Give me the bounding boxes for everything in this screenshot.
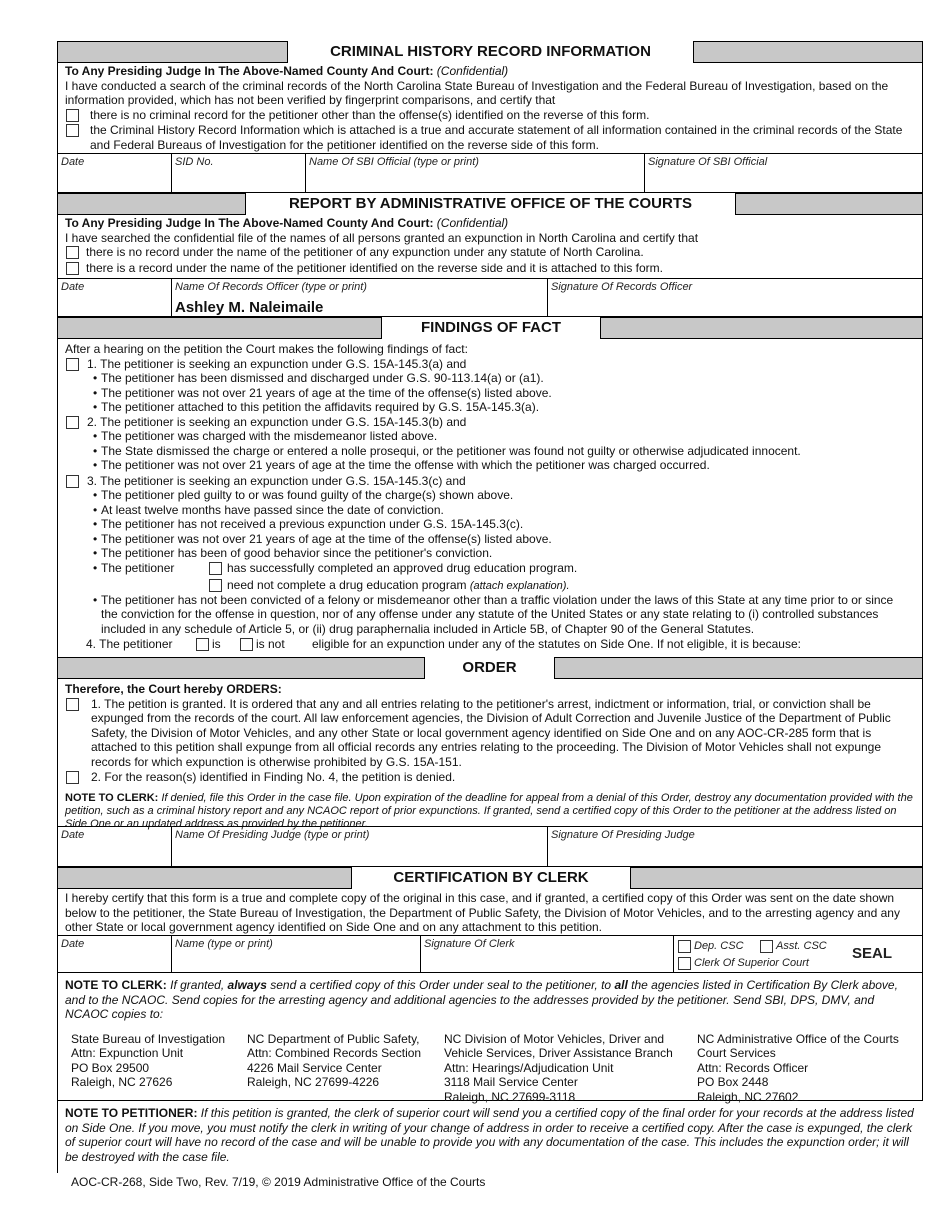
drug-education-row [65, 561, 915, 577]
bullet: • The petitioner was not over 21 years of age at the time of the offense(s) listed above. [65, 386, 915, 401]
address-line: PO Box 29500 [71, 1060, 150, 1075]
date-field[interactable]: Date [58, 936, 172, 972]
dep-csc-label: Dep. CSC [694, 940, 744, 952]
certification-header [57, 867, 923, 889]
address-line: 3118 Mail Service Center [444, 1075, 578, 1089]
field-label: Name Of Records Officer (type or print) [175, 281, 367, 293]
finding-1-checkbox[interactable] [66, 358, 79, 371]
bullet: • The petitioner was not over 21 years of age at the time of the offense(s) listed above. [65, 532, 915, 547]
intro-bold: To Any Presiding Judge In The Above-Named County And Court: [65, 64, 434, 78]
form [57, 41, 923, 1173]
option-text: there is no record under the name of the petitioner of any expunction under any statute of North Carolina. [86, 245, 644, 259]
address-line: NC Department of Public Safety, [247, 1031, 420, 1046]
has-expunction-checkbox[interactable] [66, 262, 79, 275]
no-record-checkbox[interactable] [66, 109, 79, 122]
address-line: Raleigh, NC 27699-4226 [247, 1075, 380, 1089]
dep-csc-checkbox[interactable] [678, 940, 691, 953]
address-line: Attn: Hearings/Adjudication Unit [444, 1060, 614, 1075]
eligible-is-not-checkbox[interactable] [240, 638, 253, 651]
order-granted-text: 1. The petition is granted. It is ordered that any and all entries relating to the petitioner's arrest, indictment or information, trial, or conviction shall be expunged from the records of the court. All law enforcement agencies, the Division of Adult Correction and Juvenile Justice of the Department of Public Safety, the Division of Motor Vehicles, and any other State or local government agency identified on Side One and on any AOC-CR-285 form that is attached to this petition shall expunge from all official records any entries relating to the proceeding. The Division of Motor Vehicles shall not expunge records for which expunction is otherwise prohibited by G.S. 15A-151. [91, 696, 891, 769]
seal-label: SEAL [852, 945, 893, 962]
aoc-report-header [57, 193, 923, 215]
certification-title: CERTIFICATION BY CLERK [351, 867, 631, 889]
date-field[interactable]: Date [58, 279, 172, 316]
bullet: • The petitioner has not received a previous expunction under G.S. 15A-145.3(c). [65, 517, 915, 532]
form-footer: AOC-CR-268, Side Two, Rev. 7/19, © 2019 Administrative Office of the Courts [71, 1175, 486, 1189]
order-section [57, 679, 923, 830]
address-line: Vehicle Services, Driver Assistance Branch [444, 1046, 673, 1060]
address-line: Raleigh, NC 27699-3118 [444, 1089, 576, 1104]
note-label: NOTE TO CLERK: [65, 791, 159, 804]
sbi-official-field[interactable]: Name Of SBI Official (type or print) [306, 154, 645, 192]
address-line: PO Box 2448 [697, 1075, 769, 1089]
note-label: NOTE TO CLERK: [65, 978, 167, 992]
judge-signature-field[interactable]: Signature Of Presiding Judge [551, 829, 695, 841]
intro-italic: (Confidential) [436, 64, 509, 78]
criminal-history-section [57, 63, 923, 153]
dps-address [247, 1032, 444, 1105]
no-expunction-checkbox[interactable] [66, 246, 79, 259]
drug-not-required-checkbox[interactable] [209, 579, 222, 592]
drug-completed-text: has successfully completed an approved drug education program. [227, 560, 578, 575]
finding-2: 2. The petitioner is seeking an expunction under G.S. 15A-145.3(b) and [87, 414, 467, 429]
intro-bold: To Any Presiding Judge In The Above-Named County And Court: [65, 216, 434, 230]
intro-italic: (Confidential) [436, 216, 509, 230]
clerk-note-section [57, 973, 923, 1104]
records-officer-field[interactable] [172, 279, 548, 316]
finding-3: 3. The petitioner is seeking an expunction under G.S. 15A-145.3(c) and [87, 473, 466, 488]
order-header [57, 657, 923, 679]
records-officer-signature[interactable]: Signature Of Records Officer [551, 281, 693, 293]
asst-csc-label: Asst. CSC [776, 940, 827, 952]
asst-csc-checkbox[interactable] [760, 940, 773, 953]
address-line: NC Administrative Office of the Courts [697, 1031, 899, 1046]
note-text: If denied, file this Order in the case file. Upon expiration of the deadline for appeal from a denial of this Order, destroy any documentation provided with the petition, such as a criminal history report and any NCAOC report of prior expunctions. If granted, send a certified copy of this Order to the petitioner at the address listed on Side One or an updated address as provided by the petitioner. [65, 791, 913, 830]
finding-4-suffix: eligible for an expunction under any of the statutes on Side One. If not eligible, it is because: [312, 637, 801, 651]
sid-field[interactable]: SID No. [172, 154, 306, 192]
drug-not-required-text: need not complete a drug education program [227, 577, 467, 592]
criminal-history-title: CRIMINAL HISTORY RECORD INFORMATION [287, 41, 694, 63]
option-text: there is no criminal record for the petitioner other than the offense(s) identified on the reverse of this form. [90, 107, 650, 122]
finding-3-checkbox[interactable] [66, 475, 79, 488]
note-text: send a certified copy of this Order under seal to the petitioner, to [270, 978, 612, 992]
intro-text: I have searched the confidential file of the names of all persons granted an expunction in North Carolina and certify that [65, 230, 699, 245]
note-text: If this petition is granted, the clerk of superior court will send you a certified copy of the final order for your records at the address listed on Side One. If you move, you must notify the clerk in writing of your change of address in order to receive a certified copy. After the case is expunged, the clerk of superior court will have no record of the case and will be unable to provide you with any documentation of the case. This includes the expunction order; it will be destroyed with the case file. [65, 1106, 914, 1164]
findings-section [57, 339, 923, 657]
date-field[interactable]: Date [58, 154, 172, 192]
attach-note: (attach explanation). [469, 579, 570, 592]
judge-name-field[interactable]: Name Of Presiding Judge (type or print) [172, 827, 548, 866]
agency-addresses [65, 1032, 915, 1105]
address-line: State Bureau of Investigation [71, 1031, 226, 1046]
clerk-superior-label: Clerk Of Superior Court [694, 957, 809, 969]
address-line: Raleigh, NC 27602 [697, 1089, 799, 1104]
findings-title: FINDINGS OF FACT [381, 317, 601, 339]
clerk-signature-row [57, 935, 923, 973]
intro-text: I have conducted a search of the criminal records of the North Carolina State Bureau of Investigation and the Federal Bureau of Investigation, based on the information provided, which has not been verified by fingerprint comparisons, and certify that [65, 78, 889, 107]
address-line: Court Services [697, 1046, 776, 1060]
clerk-name-field[interactable]: Name (type or print) [172, 936, 421, 972]
address-line: Attn: Combined Records Section [247, 1046, 422, 1060]
address-line: Attn: Records Officer [697, 1060, 809, 1075]
records-officer-name: Ashley M. Naleimaile [175, 299, 324, 316]
note-emphasis: always [227, 978, 267, 992]
note-label: NOTE TO PETITIONER: [65, 1106, 198, 1120]
bullet: • At least twelve months have passed since the date of conviction. [65, 503, 915, 518]
order-denied-checkbox[interactable] [66, 771, 79, 784]
address-line: Raleigh, NC 27626 [71, 1075, 173, 1089]
bullet: • The petitioner has not been convicted of a felony or misdemeanor other than a traffic violation under the laws of this State at any time prior to or since the conviction for the offense in question, nor of any offense under any statute of the United States or any state relating to (i) controlled substances included in any schedule of Article 5, or (ii) drug paraphernalia included in Article 5B, of Chapter 90 of the General Statutes. [65, 593, 915, 637]
option-text: the Criminal History Record Information which is attached is a true and accurate statement of all information contained in the criminal records of the State and Federal Bureaus of Investigation for the petitioner identified on the reverse side of this form. [90, 123, 903, 152]
finding-4-row [65, 637, 915, 654]
order-title: ORDER [424, 657, 555, 679]
judge-signature-row [57, 826, 923, 867]
sbi-signature-field[interactable]: Signature Of SBI Official [648, 156, 768, 168]
bullet: • The petitioner has been dismissed and discharged under G.S. 90-113.14(a) or (a1). [65, 371, 915, 386]
drug-not-required-row [65, 577, 915, 593]
bullet: • The petitioner pled guilty to or was found guilty of the charge(s) shown above. [65, 488, 915, 503]
address-line: 4226 Mail Service Center [247, 1060, 382, 1075]
findings-intro: After a hearing on the petition the Court makes the following findings of fact: [65, 342, 468, 356]
option-text: there is a record under the name of the petitioner identified on the reverse side and it is attached to this form. [86, 260, 663, 275]
date-field[interactable]: Date [58, 827, 172, 866]
eligible-is-checkbox[interactable] [196, 638, 209, 651]
finding-1: 1. The petitioner is seeking an expunction under G.S. 15A-145.3(a) and [87, 356, 467, 371]
petitioner-note-section [57, 1101, 923, 1173]
bullet: • The State dismissed the charge or entered a nolle prosequi, or the petitioner was found not guilty or otherwise adjudicated innocent. [65, 444, 915, 459]
finding-2-checkbox[interactable] [66, 416, 79, 429]
finding-4-prefix: 4. The petitioner [86, 637, 173, 651]
bullet: • The petitioner was not over 21 years of age at the time the offense with which the petitioner was charged occurred. [65, 458, 915, 473]
clerk-title-field [674, 936, 922, 972]
aoc-address [697, 1032, 909, 1105]
clerk-superior-checkbox[interactable] [678, 957, 691, 970]
sbi-signature-row [57, 153, 923, 193]
aoc-report-section [57, 215, 923, 278]
eligible-is-label: is [212, 637, 221, 651]
order-heading: Therefore, the Court hereby ORDERS: [65, 682, 282, 696]
drug-completed-checkbox[interactable] [209, 562, 222, 575]
note-text: the agencies listed in Certification By Clerk above, and to the NCAOC. Send copies for the arresting agency and additional agencies to the addresses provided by the petitioner. Send SBI, DPS, DMV, and NCAOC copies to: [65, 978, 898, 1021]
attached-record-checkbox[interactable] [66, 124, 79, 137]
sbi-address [71, 1032, 247, 1105]
certification-text: I hereby certify that this form is a true and complete copy of the original in this case, and if granted, a certified copy of this Order was sent on the date shown below to the petitioner, the State Bureau of Investigation, the Department of Public Safety, the Division of Motor Vehicles, and to the arresting agency and any other State or local government agency identified on Side One and on any attachment to this petition. [57, 889, 923, 935]
bullet: • The petitioner attached to this petition the affidavits required by G.S. 15A-145.3(a). [65, 400, 915, 415]
criminal-history-header [57, 41, 923, 63]
bullet: • The petitioner was charged with the misdemeanor listed above. [65, 429, 915, 444]
note-text: If granted, [170, 978, 225, 992]
dmv-address [444, 1032, 697, 1105]
clerk-signature-field[interactable]: Signature Of Clerk [421, 936, 674, 972]
aoc-report-title: REPORT BY ADMINISTRATIVE OFFICE OF THE COURTS [245, 193, 736, 215]
findings-header [57, 317, 923, 339]
bullet: • The petitioner has been of good behavior since the petitioner's conviction. [65, 546, 915, 561]
records-officer-row [57, 278, 923, 317]
note-emphasis: all [614, 978, 628, 992]
order-denied-text: 2. For the reason(s) identified in Finding No. 4, the petition is denied. [91, 770, 456, 784]
address-line: Attn: Expunction Unit [71, 1046, 184, 1060]
address-line: NC Division of Motor Vehicles, Driver and [444, 1031, 665, 1046]
eligible-is-not-label: is not [256, 637, 285, 651]
drug-prefix: The petitioner [101, 560, 175, 575]
order-granted-checkbox[interactable] [66, 698, 79, 711]
